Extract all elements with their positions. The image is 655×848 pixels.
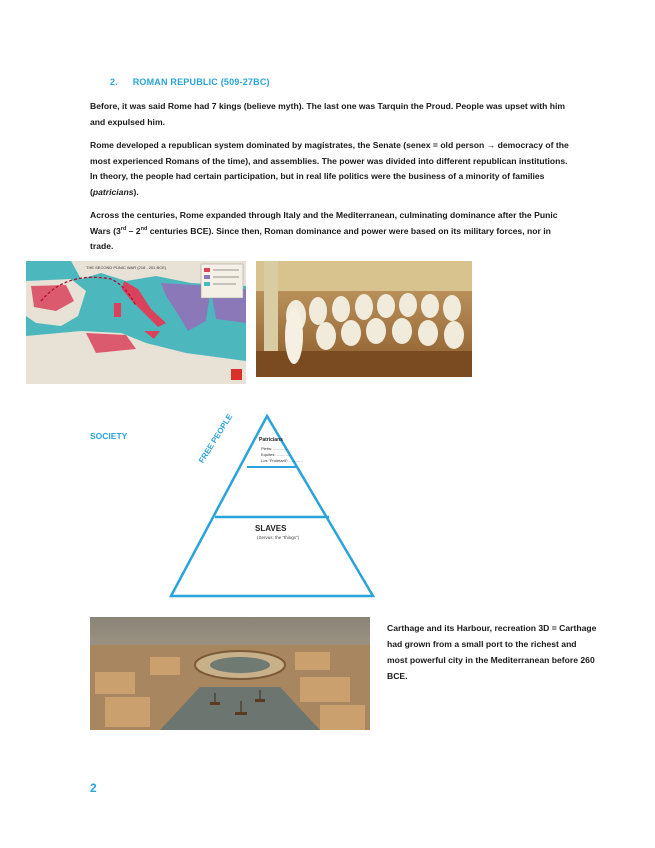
paragraph-expansion-end: centuries BCE). Since then, Roman dominance and power were based on its military forces, nor in trade. <box>90 225 551 251</box>
carthage-harbour-image <box>90 617 370 730</box>
legend-swatch-carthage <box>204 268 210 272</box>
render-harbour-water <box>210 657 270 673</box>
punic-war-map-image <box>26 261 246 384</box>
section-title: ROMAN REPUBLIC (509-27BC) <box>132 77 270 87</box>
ordinal-rd: rd <box>120 225 127 232</box>
top-tier-line: Los “Proletarii”: ............ <box>261 458 303 463</box>
paragraph-kings <box>90 99 570 130</box>
legend-swatch-rome <box>204 275 210 279</box>
paragraph-republic-text: Rome developed a republican system dominated by magistrates, the Senate (senex = old person → democracy of the most experienced Romans of the time), and assemblies. The power was divided into different republican institutions. In theory, the people had certain participation, but in real life politics were the business of a minority of families ( <box>90 140 569 197</box>
roman-senate-painting <box>256 261 472 377</box>
legend-swatch-sea <box>204 282 210 286</box>
bottom-tier-title: SLAVES <box>255 524 287 533</box>
punic-war-map <box>26 261 246 384</box>
section-number: 2. <box>110 77 118 87</box>
carthage-caption: Carthage and its Harbour, recreation 3D = Carthage had grown from a small port to the richest and most powerful city in the Mediterranean before 260 BCE. <box>387 623 597 681</box>
paragraph-expansion-text: Across the centuries, Rome expanded through Italy and the Mediterranean, culminating dominance after the Punic Wars (3 <box>90 210 558 236</box>
paragraph-expansion <box>90 208 570 255</box>
map-logo <box>231 369 242 380</box>
ordinal-nd: nd <box>140 225 148 232</box>
painting-upper-wall <box>256 261 472 291</box>
map-sardinia <box>114 303 121 317</box>
top-tier-line: Plebs: ............ <box>261 446 287 451</box>
paragraph-expansion-dash: – 2 <box>126 225 141 236</box>
paragraph-republic <box>90 138 570 200</box>
top-tier-title: Patricians <box>259 437 283 443</box>
page-number: 2 <box>90 781 97 795</box>
senate-painting <box>256 261 472 377</box>
map-title: THE SECOND PUNIC WAR (218 - 201 BCE) <box>86 265 167 270</box>
society-pyramid <box>165 412 385 600</box>
bottom-tier-subtitle: (Servus: the “things”) <box>257 535 300 540</box>
patricians-term: patricians <box>92 186 134 197</box>
top-tier-lines <box>261 446 371 464</box>
society-label: SOCIETY <box>90 431 128 441</box>
top-tier-line: Equites: ............ <box>261 452 290 457</box>
carthage-harbour-render <box>90 617 370 730</box>
free-people-label: FREE PEOPLE <box>197 412 235 465</box>
paragraph-kings-text: Before, it was said Rome had 7 kings (believe myth). The last one was Tarquin the Proud. People was upset with him and expulsed him. <box>90 101 565 127</box>
painting-orator <box>285 308 303 364</box>
section-heading <box>110 77 270 87</box>
paragraph-republic-end: ). <box>133 186 139 197</box>
pyramid-outline <box>171 416 373 596</box>
